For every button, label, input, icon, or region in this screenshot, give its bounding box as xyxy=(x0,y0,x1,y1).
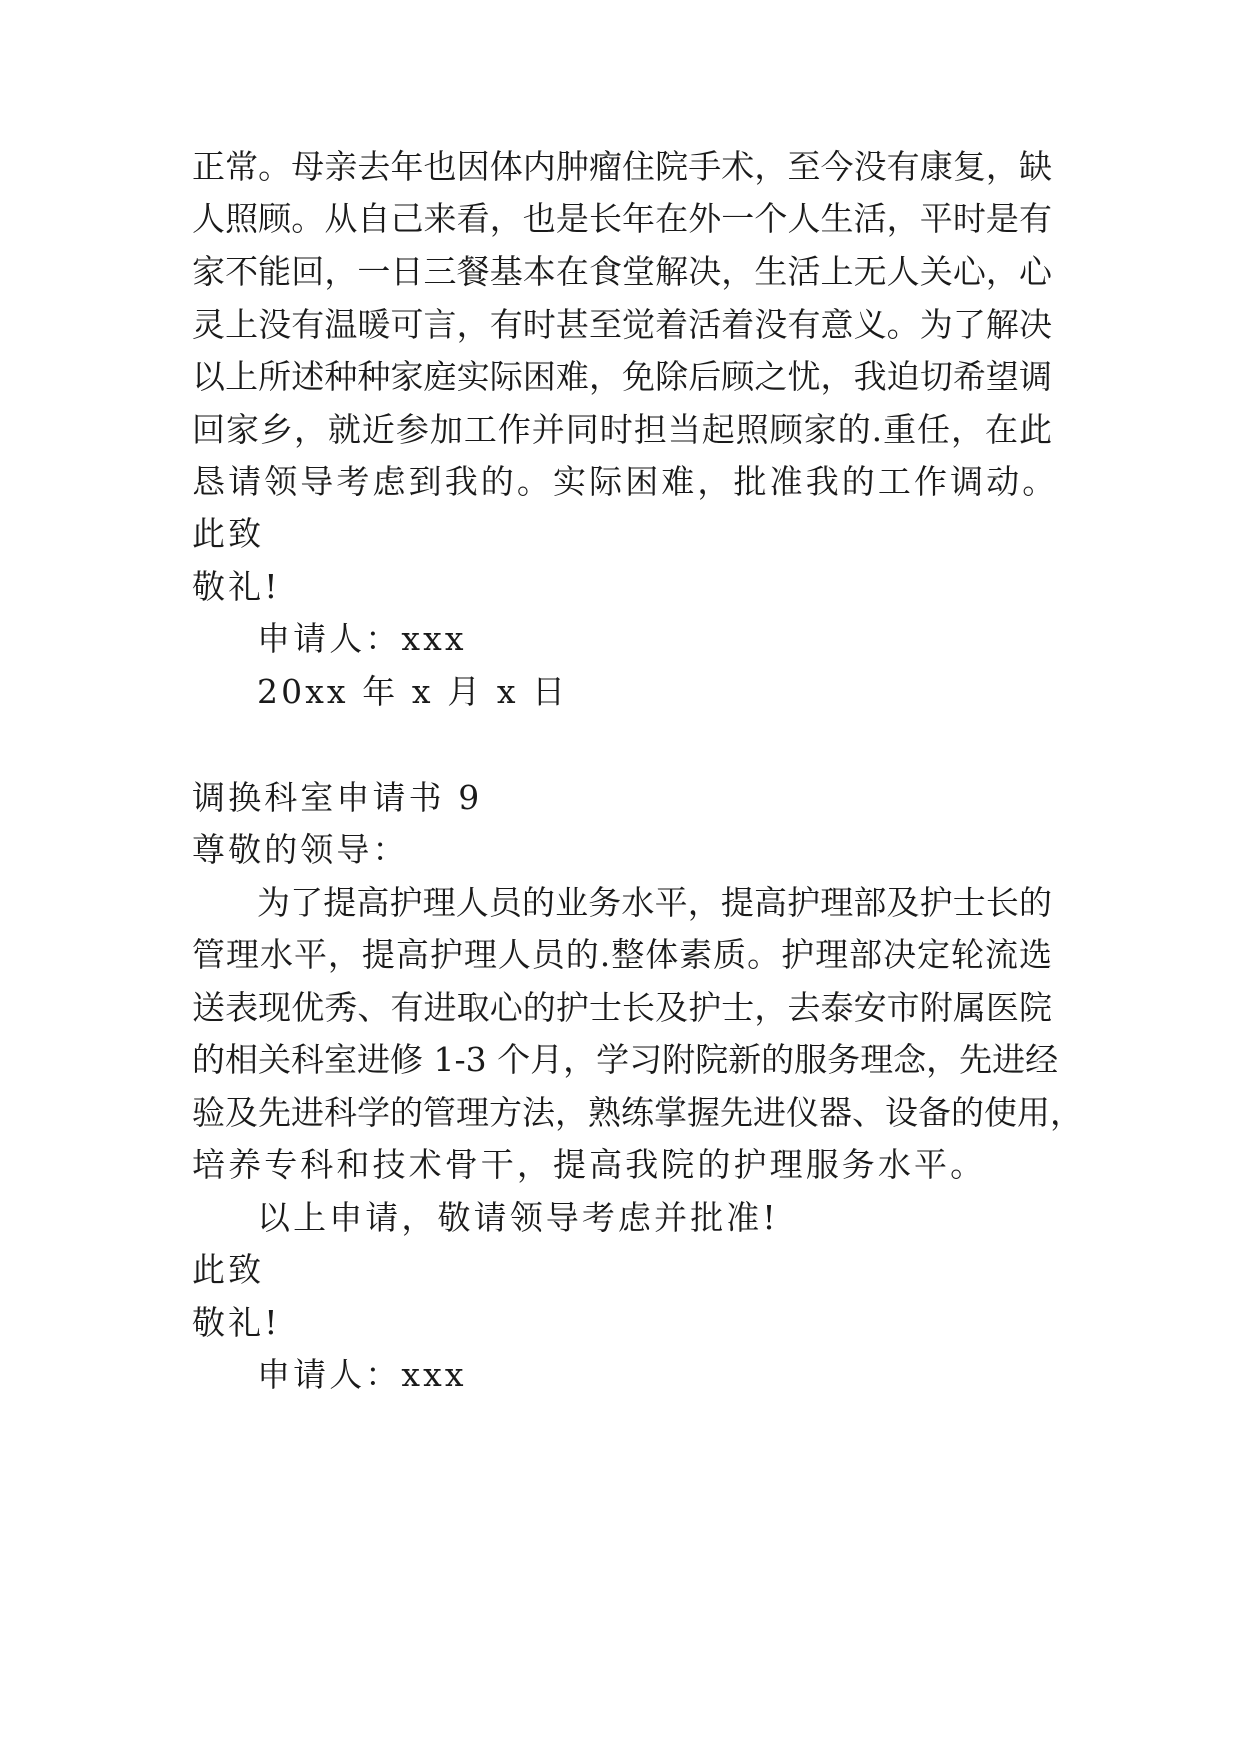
body-line: 灵上没有温暖可言，有时甚至觉着活着没有意义。为了解决 xyxy=(192,305,1052,344)
section-title: 调换科室申请书 9 xyxy=(192,778,483,817)
body-line: 以上所述种种家庭实际困难，免除后顾之忧，我迫切希望调 xyxy=(192,357,1052,396)
body-line: 送表现优秀、有进取心的护士长及护士，去泰安市附属医院 xyxy=(192,988,1052,1027)
body-line: 验及先进科学的管理方法，熟练掌握先进仪器、设备的使用， xyxy=(192,1093,1083,1132)
body-line: 回家乡，就近参加工作并同时担当起照顾家的.重任，在此 xyxy=(192,410,1052,449)
applicant-signature: 申请人：xxx xyxy=(257,619,467,658)
body-line: 的相关科室进修 1-3 个月，学习附院新的服务理念，先进经 xyxy=(192,1040,1059,1079)
body-line: 为了提高护理人员的业务水平，提高护理部及护士长的 xyxy=(257,883,1052,922)
closing-line: 此致 xyxy=(192,1250,265,1289)
closing-line: 敬礼! xyxy=(192,567,281,606)
applicant-signature: 申请人：xxx xyxy=(257,1355,467,1394)
body-line: 正常。母亲去年也因体内肿瘤住院手术，至今没有康复，缺 xyxy=(192,147,1052,186)
closing-line: 敬礼! xyxy=(192,1303,281,1342)
body-line: 培养专科和技术骨干，提高我院的护理服务水平。 xyxy=(192,1145,987,1184)
closing-line: 此致 xyxy=(192,514,265,553)
salutation: 尊敬的领导： xyxy=(192,830,409,869)
body-line: 人照顾。从自己来看，也是长年在外一个人生活，平时是有 xyxy=(192,199,1052,238)
application-date: 20xx 年 x 月 x 日 xyxy=(257,672,569,711)
body-line: 恳请领导考虑到我的。实际困难，批准我的工作调动。 xyxy=(192,462,1059,501)
body-line: 管理水平，提高护理人员的.整体素质。护理部决定轮流选 xyxy=(192,935,1052,974)
body-line: 家不能回，一日三餐基本在食堂解决，生活上无人关心，心 xyxy=(192,252,1052,291)
request-line: 以上申请，敬请领导考虑并批准! xyxy=(257,1198,779,1237)
